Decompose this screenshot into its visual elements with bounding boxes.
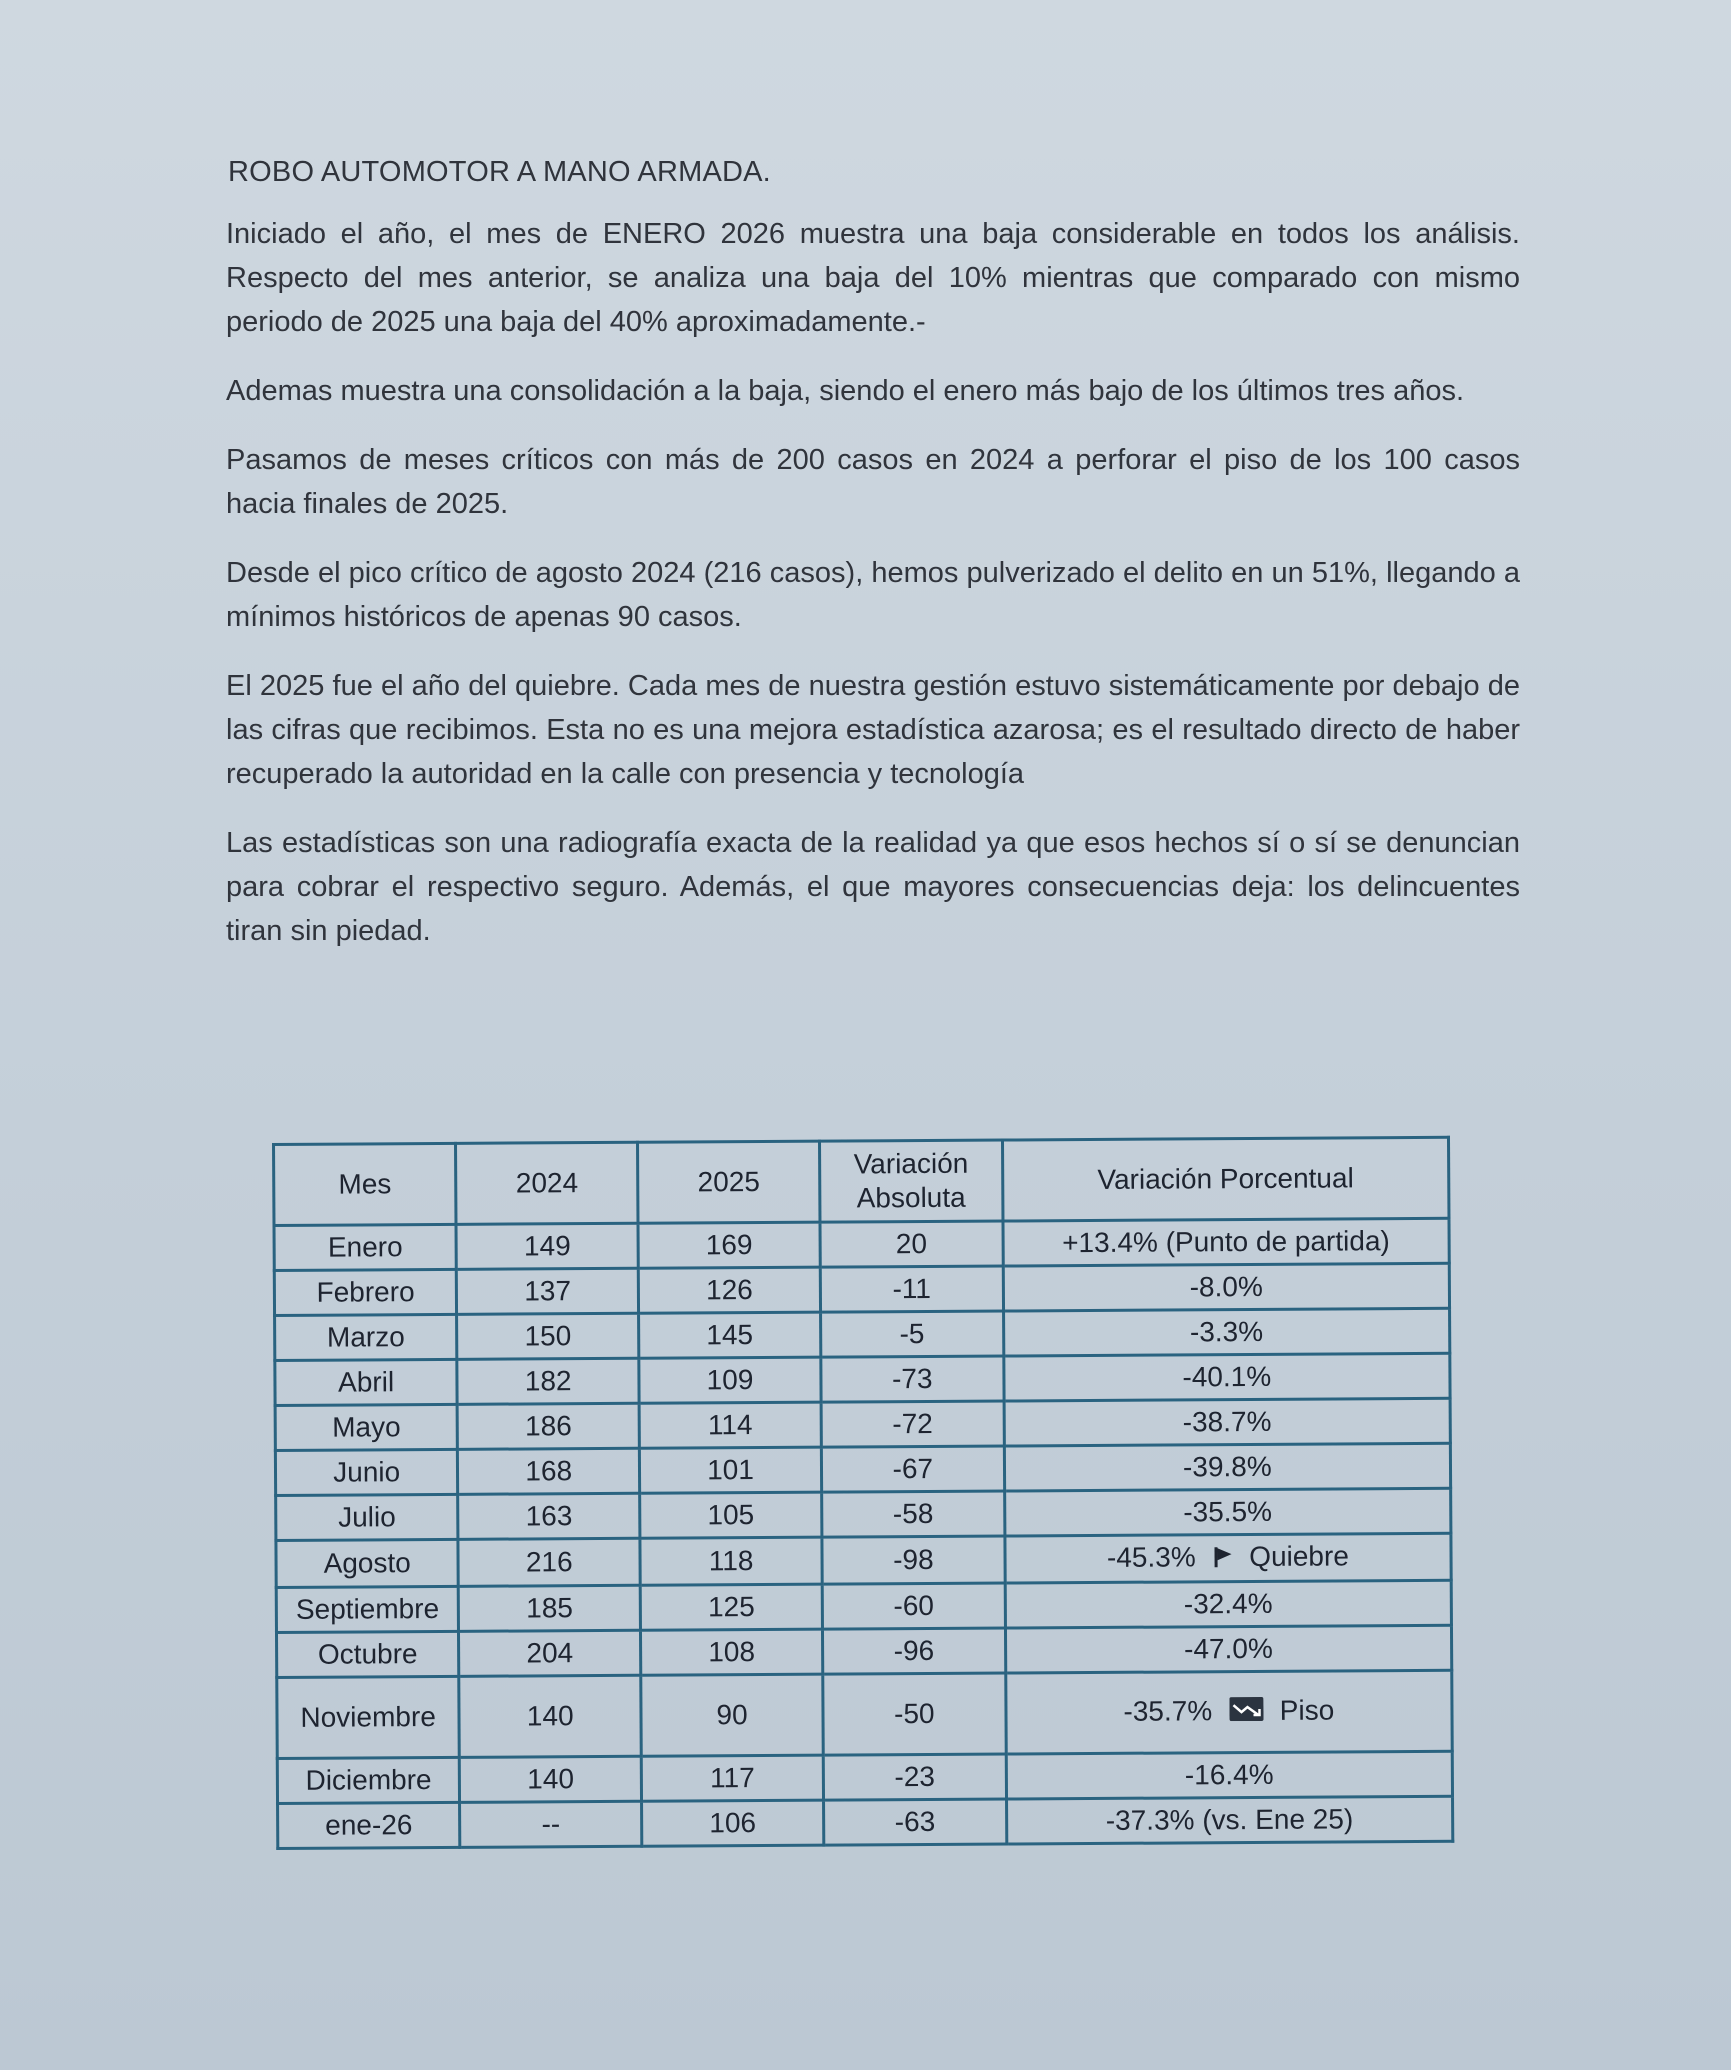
cell-variacion-absoluta: -63	[823, 1799, 1006, 1845]
cell-2025: 145	[639, 1312, 821, 1358]
cell-variacion-porcentual: -3.3%	[1003, 1308, 1450, 1356]
cell-variacion-porcentual: -35.5%	[1004, 1488, 1451, 1536]
cell-variacion-porcentual: -8.0%	[1003, 1263, 1450, 1311]
cell-2025: 118	[640, 1537, 822, 1585]
cell-variacion-porcentual: -37.3% (vs. Ene 25)	[1006, 1796, 1453, 1844]
header-2025: 2025	[638, 1141, 820, 1223]
cell-2024: 216	[458, 1538, 640, 1586]
cell-2025: 109	[639, 1357, 821, 1403]
cell-mes: Octubre	[276, 1631, 459, 1677]
table-row	[276, 1533, 1451, 1587]
cell-2024: 168	[458, 1448, 640, 1494]
header-variacion-porcentual: Variación Porcentual	[1002, 1137, 1449, 1221]
cell-variacion-absoluta: -58	[822, 1491, 1005, 1537]
cell-2025: 90	[641, 1674, 823, 1756]
cell-2025: 114	[639, 1402, 821, 1448]
table-row	[275, 1398, 1450, 1450]
cell-2024: 137	[457, 1268, 639, 1314]
cell-variacion-porcentual: -47.0%	[1005, 1625, 1452, 1673]
cell-2025: 101	[639, 1447, 821, 1493]
table-body	[274, 1218, 1453, 1848]
document-title: ROBO AUTOMOTOR A MANO ARMADA.	[228, 156, 771, 188]
cell-variacion-porcentual: -40.1%	[1004, 1353, 1451, 1401]
cell-2025: 106	[642, 1800, 824, 1846]
paragraph-6: Las estadísticas son una radiografía exacta de la realidad ya que esos hechos sí o sí se denuncian para cobrar el respectivo seguro. Además, el que mayores consecuencias deja: los delincuentes tiran sin piedad.	[226, 827, 1520, 947]
cell-2025: 126	[638, 1267, 820, 1313]
chart-down-icon	[1230, 1691, 1264, 1733]
pct-value: -35.7%	[1123, 1695, 1213, 1727]
cell-mes: Septiembre	[276, 1586, 459, 1632]
cell-variacion-porcentual: -16.4%	[1006, 1751, 1453, 1799]
header-variacion-absoluta: Variación Absoluta	[819, 1140, 1002, 1222]
cell-2024: 150	[457, 1313, 639, 1359]
cell-mes: Diciembre	[277, 1757, 460, 1803]
cell-variacion-porcentual: -38.7%	[1004, 1398, 1451, 1446]
document-body	[223, 150, 1520, 978]
table-header-row	[274, 1137, 1449, 1225]
cell-variacion-absoluta: -73	[821, 1356, 1004, 1402]
paragraph-2: Ademas muestra una consolidación a la baja, siendo el enero más bajo de los últimos tres años.	[226, 375, 1465, 407]
cell-variacion-absoluta: 20	[820, 1221, 1003, 1267]
cell-variacion-porcentual	[1005, 1670, 1452, 1754]
cell-2024: 140	[460, 1756, 642, 1802]
cell-variacion-porcentual: +13.4% (Punto de partida)	[1003, 1218, 1450, 1266]
statistics-table-wrapper	[272, 1136, 1454, 1850]
cell-variacion-absoluta: -60	[822, 1583, 1005, 1629]
paragraph-5: El 2025 fue el año del quiebre. Cada mes de nuestra gestión estuvo sistemáticamente por debajo de las cifras que recibimos. Esta no es una mejora estadística azarosa; es el resultado directo de haber recuperado la autoridad en la calle con presencia y tecnología	[226, 670, 1520, 790]
statistics-table	[272, 1136, 1454, 1850]
cell-variacion-absoluta: -96	[822, 1628, 1005, 1674]
cell-variacion-absoluta: -5	[820, 1311, 1003, 1357]
cell-2025: 108	[641, 1629, 823, 1675]
table-row	[275, 1443, 1450, 1495]
cell-mes: Junio	[275, 1449, 458, 1495]
cell-mes: ene-26	[278, 1802, 461, 1848]
table-row	[276, 1488, 1451, 1540]
cell-2024: 140	[459, 1675, 641, 1757]
table-row	[276, 1580, 1451, 1632]
cell-2024: 182	[457, 1358, 639, 1404]
cell-2025: 125	[640, 1584, 822, 1630]
cell-mes: Julio	[276, 1494, 459, 1540]
cell-2024: 204	[459, 1630, 641, 1676]
cell-mes: Noviembre	[277, 1676, 460, 1758]
cell-variacion-absoluta: -98	[822, 1536, 1005, 1584]
cell-mes: Enero	[274, 1224, 457, 1270]
table-row	[275, 1353, 1450, 1405]
cell-variacion-porcentual: -32.4%	[1005, 1580, 1452, 1628]
cell-mes: Abril	[275, 1359, 458, 1405]
cell-mes: Febrero	[274, 1269, 457, 1315]
cell-variacion-absoluta: -50	[823, 1673, 1006, 1755]
cell-mes: Mayo	[275, 1404, 458, 1450]
cell-variacion-absoluta: -23	[823, 1754, 1006, 1800]
cell-2024: 186	[457, 1403, 639, 1449]
cell-variacion-porcentual: -39.8%	[1004, 1443, 1451, 1491]
marker-label-piso: Piso	[1279, 1694, 1335, 1726]
table-row	[276, 1625, 1451, 1677]
cell-variacion-absoluta: -67	[821, 1446, 1004, 1492]
table-row	[274, 1218, 1449, 1270]
paragraph-4: Desde el pico crítico de agosto 2024 (216 casos), hemos pulverizado el delito en un 51%, llegando a mínimos históricos de apenas 90 casos.	[226, 557, 1520, 633]
cell-mes: Agosto	[276, 1539, 459, 1587]
header-2024: 2024	[456, 1142, 638, 1224]
table-row	[275, 1308, 1450, 1360]
pct-value: -45.3%	[1106, 1541, 1196, 1573]
cell-variacion-porcentual	[1005, 1533, 1452, 1582]
cell-variacion-absoluta: -72	[821, 1401, 1004, 1447]
cell-2024: 149	[456, 1223, 638, 1269]
cell-2024: 185	[459, 1585, 641, 1631]
paragraph-3: Pasamos de meses críticos con más de 200 casos en 2024 a perforar el piso de los 100 casos hacia finales de 2025.	[226, 444, 1520, 520]
cell-2025: 105	[640, 1492, 822, 1538]
paragraph-1: Iniciado el año, el mes de ENERO 2026 muestra una baja considerable en todos los análisis. Respecto del mes anterior, se analiza una baja del 10% mientras que comparado con mismo periodo de 2025 una baja del 40% aproximadamente.-	[226, 218, 1520, 338]
cell-2025: 169	[638, 1222, 820, 1268]
cell-2024: 163	[458, 1493, 640, 1539]
cell-mes: Marzo	[275, 1314, 458, 1360]
header-mes: Mes	[274, 1143, 457, 1225]
flag-icon	[1213, 1538, 1233, 1580]
cell-2025: 117	[641, 1755, 823, 1801]
table-row	[277, 1751, 1452, 1803]
table-row	[278, 1796, 1453, 1848]
table-row	[274, 1263, 1449, 1315]
cell-variacion-absoluta: -11	[820, 1266, 1003, 1312]
table-row	[277, 1670, 1452, 1758]
cell-2024: --	[460, 1801, 642, 1847]
marker-label-quiebre: Quiebre	[1249, 1540, 1349, 1573]
